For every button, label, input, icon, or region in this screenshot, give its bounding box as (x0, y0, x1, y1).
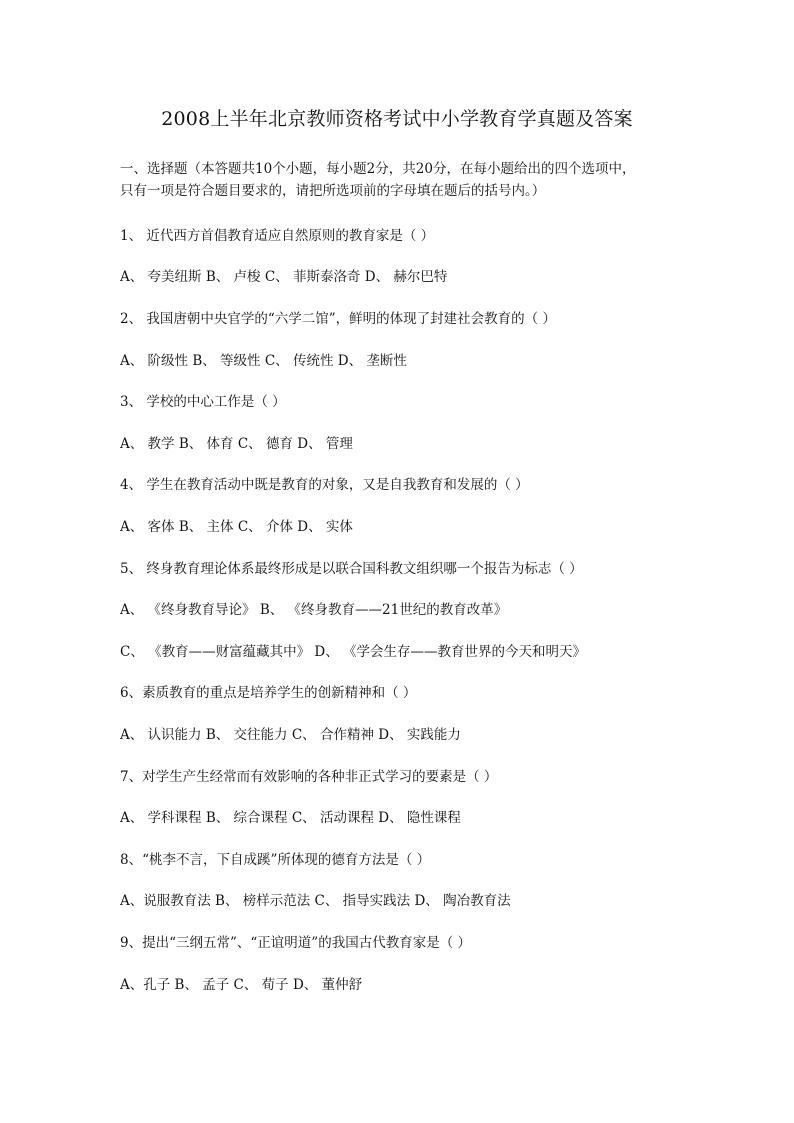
question-2: 2、 我国唐朝中央官学的“六学二馆”，鲜明的体现了封建社会教育的（ ） (120, 311, 556, 327)
question-4-options: A、 客体 B、 主体 C、 介体 D、 实体 (120, 519, 353, 535)
question-1: 1、 近代西方首倡教育适应自然原则的教育家是（ ） (120, 228, 435, 244)
page-title: 2008上半年北京教师资格考试中小学教育学真题及答案 (161, 108, 633, 130)
section-intro-line-2: 只有一项是符合题目要求的，请把所选项前的字母填在题后的括号内。） (120, 183, 546, 199)
question-6-options: A、 认识能力 B、 交往能力 C、 合作精神 D、 实践能力 (120, 727, 461, 743)
question-5-options-cd: C、 《教育——财富蕴藏其中》 D、 《学会生存——教育世界的今天和明天》 (120, 644, 587, 660)
question-2-options: A、 阶级性 B、 等级性 C、 传统性 D、 垄断性 (120, 353, 407, 369)
question-1-options: A、 夸美纽斯 B、 卢梭 C、 菲斯泰洛奇 D、 赫尔巴特 (120, 269, 448, 285)
question-8-options: A、说服教育法 B、 榜样示范法 C、 指导实践法 D、 陶冶教育法 (120, 893, 511, 909)
section-intro (120, 158, 680, 202)
question-9-options: A、孔子 B、 孟子 C、 荀子 D、 董仲舒 (120, 977, 363, 993)
question-8: 8、“桃李不言，下自成蹊”所体现的德育方法是（ ） (120, 852, 431, 868)
question-3: 3、 学校的中心工作是（ ） (120, 394, 286, 410)
question-7: 7、对学生产生经常而有效影响的各种非正式学习的要素是（ ） (120, 769, 498, 785)
question-7-options: A、 学科课程 B、 综合课程 C、 活动课程 D、 隐性课程 (120, 810, 461, 826)
question-3-options: A、 教学 B、 体育 C、 德育 D、 管理 (120, 436, 353, 452)
question-6: 6、素质教育的重点是培养学生的创新精神和（ ） (120, 685, 417, 701)
section-intro-line-1: 一、选择题（本答题共10个小题，每小题2分，共20分，在每小题给出的四个选项中， (120, 161, 636, 177)
question-4: 4、 学生在教育活动中既是教育的对象，又是自我教育和发展的（ ） (120, 477, 529, 493)
question-5-options-ab: A、 《终身教育导论》 B、 《终身教育——21世纪的教育改革》 (120, 602, 508, 618)
question-5: 5、 终身教育理论体系最终形成是以联合国科教文组织哪一个报告为标志（ ） (120, 561, 583, 577)
question-9: 9、提出“三纲五常”、“正谊明道”的我国古代教育家是（ ） (120, 935, 471, 951)
